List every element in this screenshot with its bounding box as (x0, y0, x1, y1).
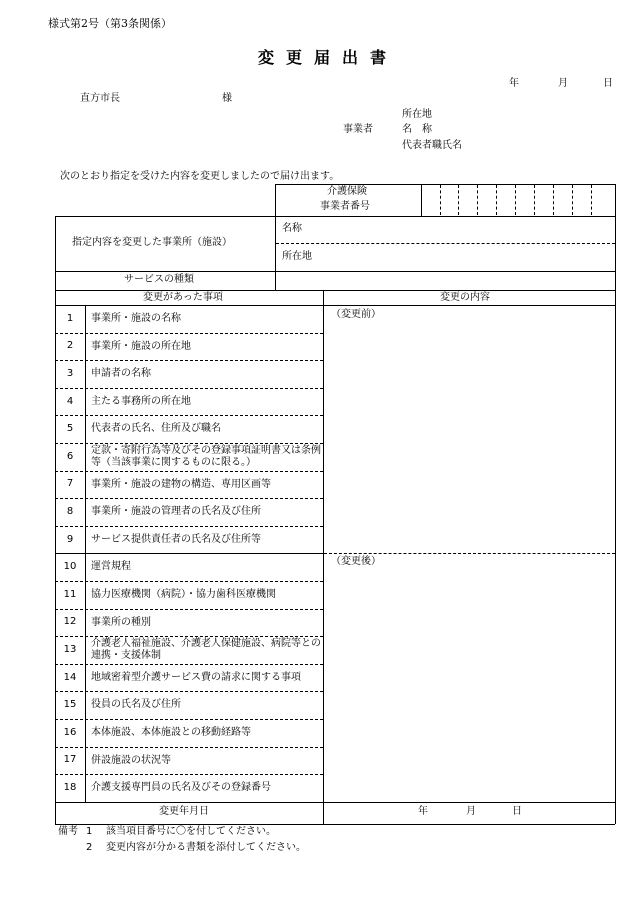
item-label (91, 720, 321, 746)
change-date-day: 日 (512, 806, 522, 817)
applicant-name-label: 名 称 (402, 124, 432, 135)
applicant-role-label: 事業者 (343, 124, 373, 135)
item-label-text: 事業所・施設の名称 (91, 313, 181, 325)
item-label (91, 306, 321, 332)
item-label (91, 692, 321, 718)
provider-number-label-line2: 事業者番号 (320, 201, 370, 212)
after-content-field[interactable] (326, 569, 612, 799)
item-label-text: 介護支援専門員の氏名及びその登録番号 (91, 782, 271, 794)
date-month-label: 月 (558, 78, 568, 89)
change-date-month: 月 (466, 806, 476, 817)
item-label-text: 併設施設の状況等 (91, 754, 171, 766)
item-label-text: 事業所の種別 (91, 616, 151, 628)
item-number[interactable]: 12 (63, 616, 77, 628)
after-label: （変更後） (331, 556, 381, 567)
item-label (91, 361, 321, 387)
item-number[interactable]: 9 (66, 533, 74, 545)
item-number[interactable]: 7 (66, 478, 74, 490)
item-label-text: 本体施設、本体施設との移動経路等 (91, 727, 251, 739)
service-type-label: サービスの種類 (124, 274, 194, 285)
item-label (91, 389, 321, 415)
item-number[interactable]: 6 (66, 450, 74, 462)
facility-name-field[interactable] (310, 218, 610, 242)
item-label (91, 665, 321, 691)
item-label (91, 416, 321, 442)
intro-text: 次のとおり指定を受けた内容を変更しましたので届け出ます。 (60, 171, 340, 182)
note-1-number: 1 (86, 826, 93, 837)
date-year-label: 年 (509, 78, 519, 89)
item-label (91, 637, 321, 663)
item-label-text: 申請者の名称 (91, 368, 151, 380)
item-number[interactable]: 11 (63, 588, 77, 600)
facility-name-label: 名称 (282, 223, 302, 234)
item-number[interactable]: 16 (63, 726, 77, 738)
item-label-text: 主たる事務所の所在地 (91, 395, 191, 407)
item-label (91, 775, 321, 801)
item-label-text: 事業所・施設の所在地 (91, 340, 191, 352)
item-label-text: 地域密着型介護サービス費の請求に関する事項 (91, 671, 301, 683)
item-label-text: サービス提供責任者の氏名及び住所等 (91, 533, 261, 545)
item-number[interactable]: 15 (63, 699, 77, 711)
applicant-address-label: 所在地 (402, 109, 432, 120)
date-day-label: 日 (603, 78, 613, 89)
item-label (91, 610, 321, 636)
item-number[interactable]: 18 (63, 782, 77, 793)
item-label (91, 527, 321, 553)
change-date-year: 年 (418, 806, 428, 817)
item-label (91, 554, 321, 580)
item-label-text: 協力医療機関（病院）・協力歯科医療機関 (91, 589, 276, 601)
before-label: （変更前） (331, 309, 381, 320)
item-label-text: 役員の氏名及び住所 (91, 699, 181, 711)
item-label (91, 472, 321, 498)
facility-address-field[interactable] (316, 246, 610, 269)
item-label (91, 748, 321, 774)
change-date-label: 変更年月日 (159, 806, 209, 817)
item-number[interactable]: 4 (66, 395, 74, 407)
item-number[interactable]: 10 (63, 561, 77, 573)
item-number[interactable]: 2 (66, 340, 74, 352)
item-number[interactable]: 3 (66, 368, 74, 379)
form-number: 様式第2号（第3条関係） (48, 17, 172, 30)
item-label-text: 事業所・施設の管理者の氏名及び住所 (91, 506, 261, 518)
item-label-text: 定款・寄附行為等及びその登録事項証明書又は条例等（当該事業に関するものに限る。） (91, 445, 321, 468)
before-content-field[interactable] (326, 322, 612, 550)
note-1-text: 該当項目番号に〇を付してください。 (106, 826, 276, 837)
item-number[interactable]: 8 (66, 506, 74, 517)
facility-label: 指定内容を変更した事業所（施設） (72, 237, 232, 248)
honorific: 様 (222, 93, 232, 104)
item-label (91, 499, 321, 525)
note-2-number: 2 (86, 842, 93, 853)
item-number[interactable]: 1 (66, 312, 74, 324)
document-title: 変更届出書 (258, 48, 399, 67)
applicant-representative-label: 代表者職氏名 (402, 140, 462, 151)
item-label-text: 代表者の氏名、住所及び職名 (91, 423, 221, 435)
item-label (91, 444, 321, 470)
item-label (91, 582, 321, 608)
item-label-text: 事業所・施設の建物の構造、専用区画等 (91, 478, 271, 490)
item-label (91, 334, 321, 360)
column-header-content: 変更の内容 (440, 292, 490, 303)
notes-prefix: 備考 (58, 826, 78, 837)
provider-number-label-line1: 介護保険 (327, 186, 367, 197)
item-label-text: 運営規程 (91, 561, 131, 573)
change-date-field[interactable] (326, 804, 612, 822)
addressee: 直方市長 (80, 93, 120, 104)
column-header-items: 変更があった事項 (143, 292, 223, 303)
item-number[interactable]: 14 (63, 671, 77, 683)
item-number[interactable]: 17 (63, 754, 77, 766)
facility-address-label: 所在地 (282, 251, 312, 262)
item-number[interactable]: 5 (66, 423, 74, 435)
item-label-text: 介護老人福祉施設、介護老人保健施設、病院等との連携・支援体制 (91, 638, 321, 661)
item-number[interactable]: 13 (63, 644, 77, 655)
service-type-field[interactable] (278, 273, 612, 288)
note-2-text: 変更内容が分かる書類を添付してください。 (106, 842, 306, 853)
